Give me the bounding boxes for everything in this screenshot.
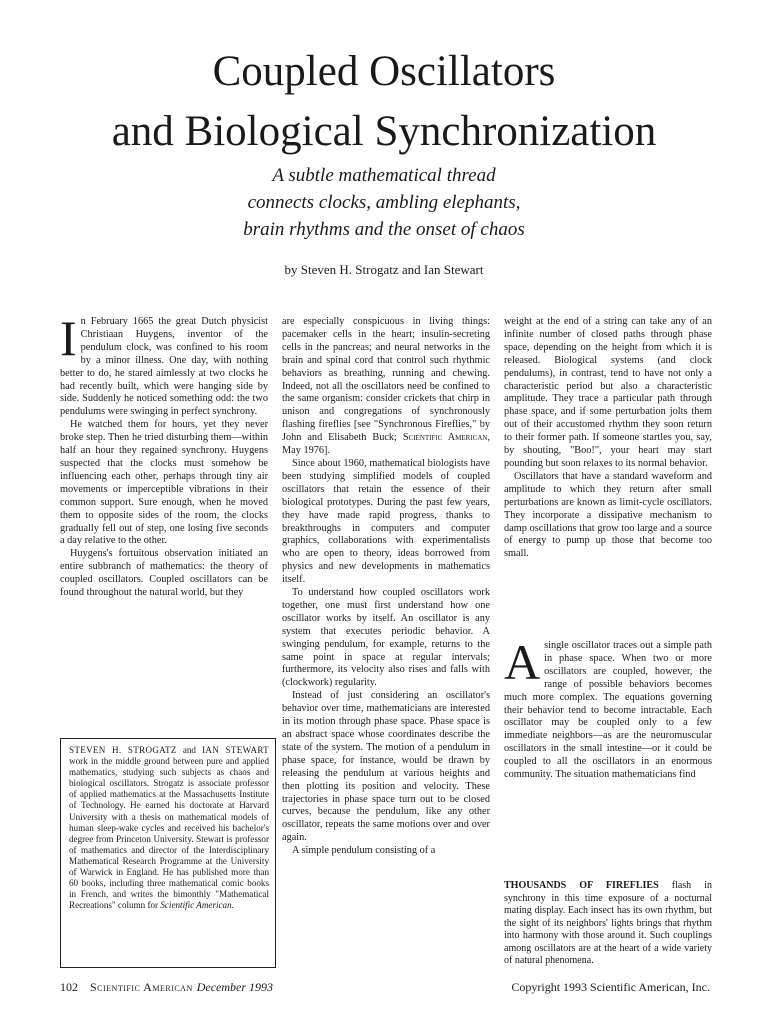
paragraph bbox=[504, 634, 712, 782]
caption-lead: THOUSANDS OF FIREFLIES bbox=[504, 880, 659, 891]
magazine-name: Scientific American bbox=[402, 432, 488, 444]
bio-text: . bbox=[231, 900, 234, 911]
author-name: STEVEN H. STROGATZ bbox=[69, 745, 177, 755]
magazine-name: Scientific American bbox=[160, 900, 232, 911]
paragraph: He watched them for hours, yet they never broke step. Then he tried disturbing them—within half an hour they regained synchrony. Huygens suspected that the clocks must somehow be influencing each other, perhaps through tiny air movements or imperceptible vibrations in their common support. Sure enough, when he moved them to opposite sides of the room, the clocks gradually fell out of step, one losing five seconds a day relative to the other. bbox=[60, 419, 268, 547]
paragraph: Instead of just considering an oscillator's behavior over time, mathematicians are interested in its motion through phase space. Phase space is an abstract space whose coordinates describe the state of the system. The motion of a pendulum in phase space, for instance, would be drawn by releasing the pendulum at various heights and then plotting its position and velocity. These trajectories in phase space turn out to be closed curves, because the pendulum, like any other oscillator, repeats the same motions over and over again. bbox=[282, 690, 490, 844]
caption-text: flash in synchrony in this time exposure of a nocturnal mating display. Each insect has its own rhythm, but the sight of its neighbors' lights brings that rhythm into harmony with those around it. Such couplings among oscillators are at the heart of a wide variety of natural phenomena. bbox=[504, 880, 713, 966]
paragraph: To understand how coupled oscillators work together, one must first understand how one oscillator works by itself. An oscillator is any system that executes periodic behavior. A swinging pendulum, for example, returns to the same point in space at regular intervals; furthermore, its velocity also rises and falls with (clockwork) regularity. bbox=[282, 587, 490, 689]
article-title-line2: and Biological Synchronization bbox=[111, 108, 657, 155]
body-column-2 bbox=[282, 316, 490, 858]
bio-text: and bbox=[176, 745, 203, 755]
section-start bbox=[504, 634, 712, 782]
article-title-line1: Coupled Oscillators bbox=[212, 48, 556, 95]
footer-folio bbox=[60, 980, 273, 995]
paragraph: Huygens's fortuitous observation initiated an entire subbranch of mathematics: the theory of coupled oscillators. Coupled oscillators can be found throughout the natural world, but they bbox=[60, 548, 268, 599]
paragraph-text: n February 1665 the great Dutch physicist Christiaan Huygens, inventor of the pendulum clock, was confined to his room by a minor illness. One day, with nothing better to do, he stared aimlessly at two clocks he had recently built, which were hanging side by side. Suddenly he noticed something odd: the two pendulums were swinging in perfect synchrony. bbox=[60, 316, 268, 418]
page-number: 102 bbox=[60, 980, 78, 994]
author-name: IAN STEWART bbox=[202, 745, 269, 755]
deck-line1: A subtle mathematical thread bbox=[272, 165, 496, 186]
paragraph: A simple pendulum consisting of a bbox=[292, 845, 436, 857]
paragraph bbox=[282, 316, 490, 458]
deck-line2: connects clocks, ambling elephants, bbox=[247, 192, 521, 213]
magazine-name: Scientific American bbox=[90, 980, 193, 994]
bio-text: work in the middle ground between pure and applied mathematics, studying such subjects as chaos and biological oscillators. Strogatz is associate professor of applied mathematics at the Massachusetts Institute of Technology. He earned his doctorate at Harvard University with a thesis on mathematical models of human sleep-wake cycles and received his bachelor's degree from Princeton University. Stewart is professor of mathematics and director of the Interdisciplinary Mathematical Research Programme at the University of Warwick in England. He has published more than 60 books, including three mathematical comic books in French, and writes the bimonthly "Mathematical Recreations" column for bbox=[69, 756, 269, 911]
paragraph-text: single oscillator traces out a simple path in phase space. When two or more oscillators are coupled, however, the range of possible behaviors becomes much more complex. The equations governing their behavior tend to become intractable. Each oscillator may be coupled only to a few immediate neighbors—as are the neuromuscular oscillators in the small intestine—or it could be coupled to all the oscillators in an enormous community. The situation mathematicians find bbox=[504, 640, 712, 781]
body-column-3 bbox=[504, 316, 712, 561]
figure-caption bbox=[504, 880, 712, 968]
drop-cap: A bbox=[504, 634, 541, 690]
paragraph bbox=[60, 310, 268, 419]
paragraph-text: are especially conspicuous in living things: pacemaker cells in the heart; insulin-secreting cells in the pancreas; and neural networks in the brain and spinal cord that control such rhythmic behaviors as breathing, running and chewing. Indeed, not all the oscillators need be confined to the same organism: consider crickets that chirp in unison and congregations of synchronously flashing fireflies [see "Synchronous Fireflies," by John and Elisabeth Buck; bbox=[282, 316, 490, 444]
paragraph-text: , May 1976]. bbox=[282, 432, 491, 457]
issue-date: December 1993 bbox=[196, 980, 274, 994]
drop-cap: I bbox=[60, 310, 77, 366]
paragraph: Since about 1960, mathematical biologists have been studying simplified models of coupled oscillators that retain the essence of their biological prototypes. During the past few years, they have made rapid progress, thanks to breakthroughs in computers and computer graphics, collaborations with experimentalists who are open to theory, ideas borrowed from physics and new developments in mathematics itself. bbox=[282, 457, 490, 586]
author-bio-box bbox=[60, 738, 276, 968]
body-column-1 bbox=[60, 310, 268, 600]
copyright-notice: Copyright 1993 Scientific American, Inc. bbox=[511, 980, 710, 994]
paragraph: weight at the end of a string can take any of an infinite number of closed paths through phase space, depending on the height from which it is released. Biological systems (and clock pendulums), in contrast, tend to have not only a characteristic period but also a characteristic amplitude. They trace a particular path through phase space, and if some perturbation jolts them out of their accustomed rhythm they soon return to their former path. If someone startles you, say, by shouting, "Boo!", your heart may start pounding but soon relaxes to its normal behavior. bbox=[504, 316, 712, 469]
byline: by Steven H. Strogatz and Ian Stewart bbox=[284, 262, 484, 277]
deck-line3: brain rhythms and the onset of chaos bbox=[243, 219, 525, 240]
article-deck bbox=[0, 162, 768, 243]
paragraph: Oscillators that have a standard waveform and amplitude to which they return after small perturbations are known as limit-cycle oscillators. They incorporate a dissipative mechanism to damp oscillations that grow too large and a source of energy to pump up those that become too small. bbox=[504, 470, 712, 560]
